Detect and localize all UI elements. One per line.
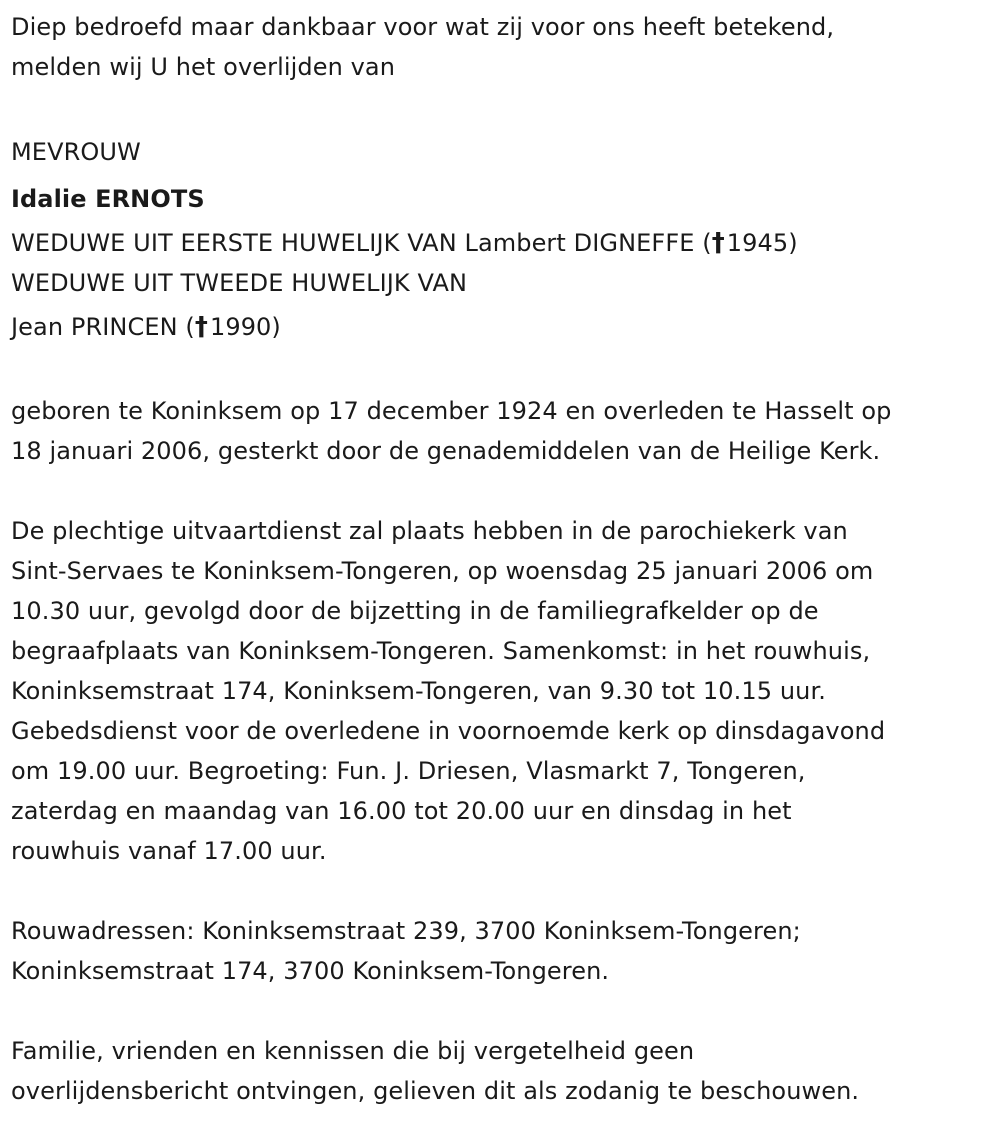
address-line: Koninksemstraat 174, 3700 Koninksem-Tongeren. [11,957,610,985]
closing-paragraph [11,1031,986,1111]
service-line: Koninksemstraat 174, Koninksem-Tongeren, van 9.30 tot 10.15 uur. [11,677,826,705]
service-line: rouwhuis vanaf 17.00 uur. [11,837,327,865]
second-marriage-line [11,303,986,351]
service-line: 10.30 uur, gevolgd door de bijzetting in de familiegrafkelder op de [11,597,819,625]
service-line: Gebedsdienst voor de overledene in voornoemde kerk op dinsdagavond [11,717,886,745]
obituary-notice [11,7,986,1111]
service-line: zaterdag en maandag van 16.00 tot 20.00 uur en dinsdag in het [11,797,792,825]
service-line: om 19.00 uur. Begroeting: Fun. J. Driesen, Vlasmarkt 7, Tongeren, [11,757,806,785]
intro-line: Diep bedroefd maar dankbaar voor wat zij voor ons heeft betekend, [11,13,835,41]
spacer [11,471,986,511]
funeral-service-paragraph [11,511,986,871]
second-marriage-heading: WEDUWE UIT TWEEDE HUWELIJK VAN [11,269,468,297]
spacer [11,991,986,1031]
honorific-title: MEVROUW [11,138,141,166]
first-marriage-text: WEDUWE UIT EERSTE HUWELIJK VAN Lambert DIGNEFFE ( [11,229,712,257]
second-spouse-death-year: 1990) [209,313,281,341]
deceased-name: Idalie ERNOTS [11,185,205,213]
closing-line: Familie, vrienden en kennissen die bij vergetelheid geen [11,1037,695,1065]
service-line: Sint-Servaes te Koninksem-Tongeren, op woensdag 25 januari 2006 om [11,557,874,585]
service-line: De plechtige uitvaartdienst zal plaats hebben in de parochiekerk van [11,517,848,545]
first-spouse-death-year: 1945) [726,229,798,257]
intro-line: melden wij U het overlijden van [11,53,396,81]
address-line: Rouwadressen: Koninksemstraat 239, 3700 Koninksem-Tongeren; [11,917,801,945]
spacer [11,87,986,127]
intro-paragraph [11,7,986,87]
birth-death-line: 18 januari 2006, gesterkt door de genademiddelen van de Heilige Kerk. [11,437,881,465]
spacer [11,351,986,391]
second-spouse-name: Jean PRINCEN ( [11,313,195,341]
cross-icon: † [711,228,725,258]
first-marriage-line [11,223,986,263]
spacer [11,871,986,911]
cross-icon: † [194,312,208,342]
closing-line: overlijdensbericht ontvingen, gelieven dit als zodanig te beschouwen. [11,1077,860,1105]
birth-death-line: geboren te Koninksem op 17 december 1924 en overleden te Hasselt op [11,397,892,425]
addresses-paragraph [11,911,986,991]
service-line: begraafplaats van Koninksem-Tongeren. Samenkomst: in het rouwhuis, [11,637,871,665]
birth-death-paragraph [11,391,986,471]
